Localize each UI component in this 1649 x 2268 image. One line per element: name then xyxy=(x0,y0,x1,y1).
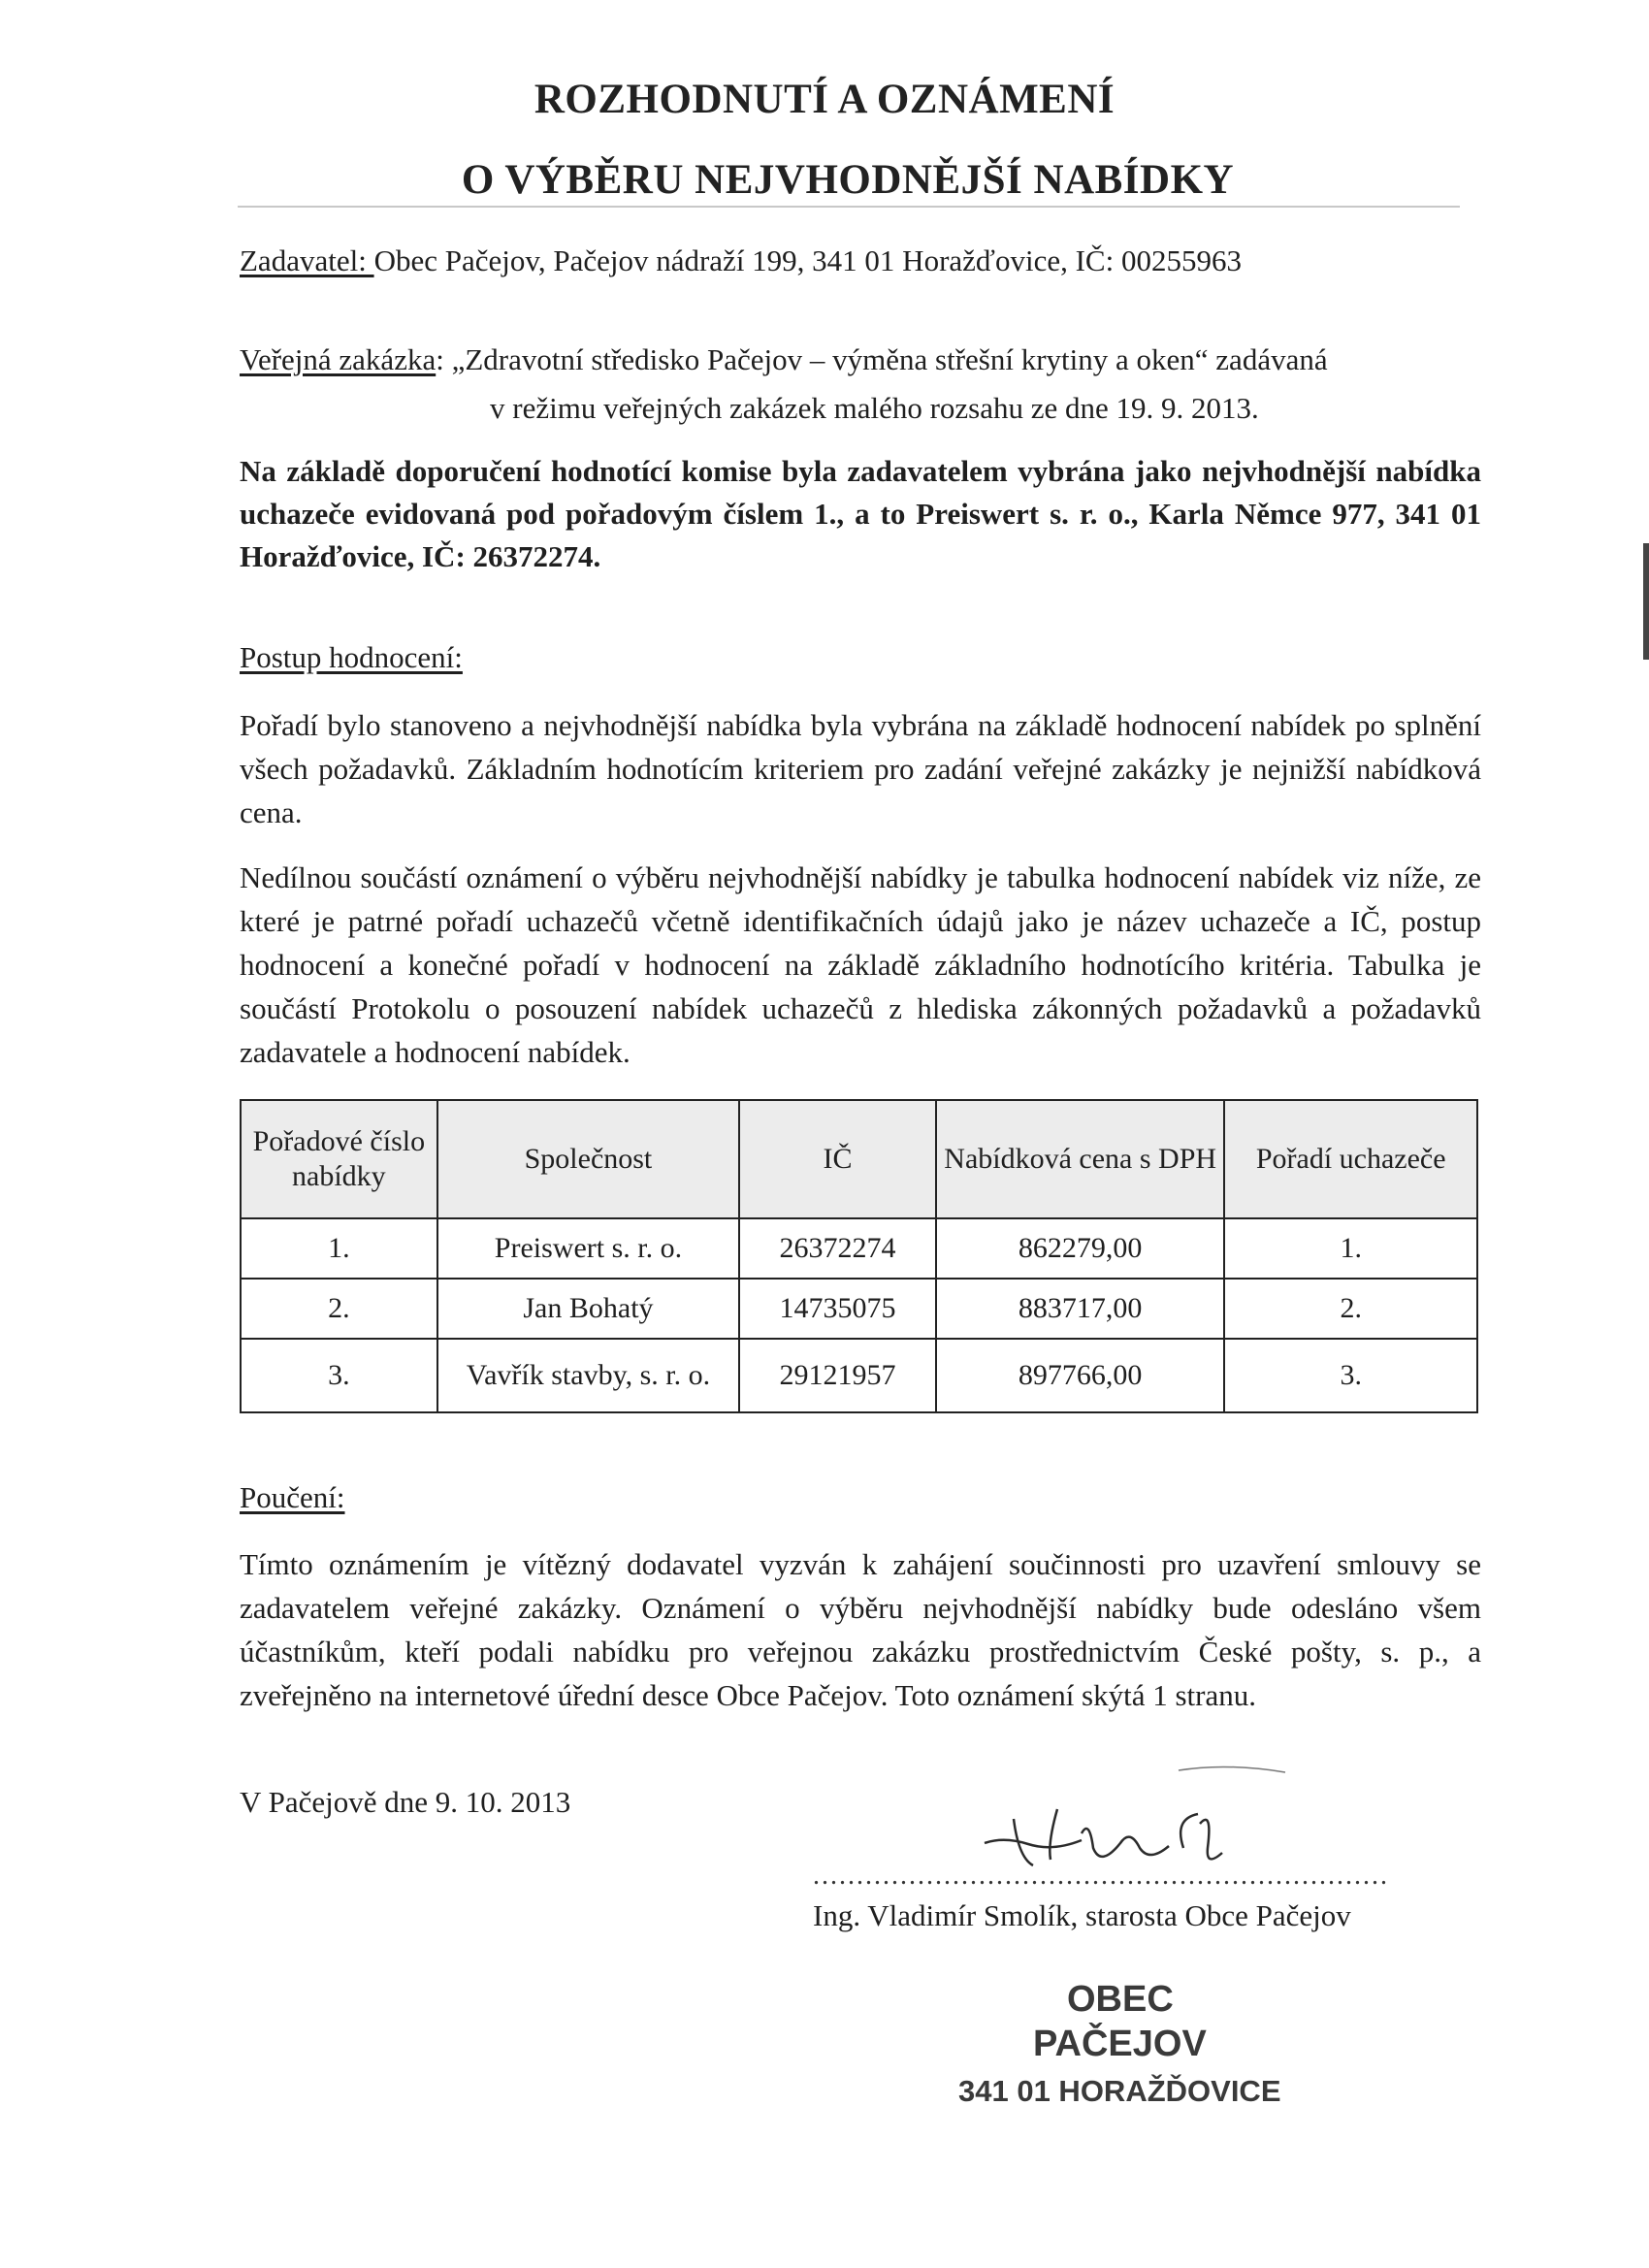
public-contract-line-1 xyxy=(240,339,1328,381)
scan-edge-mark xyxy=(1643,543,1649,660)
table-cell: 29121957 xyxy=(739,1339,936,1412)
instruction-paragraph: Tímto oznámením je vítězný dodavatel vyzván k zahájení součinnosti pro uzavření smlouvy se zadavatelem veřejné zakázky. Oznámení o výběru nejvhodnější nabídky bude odesláno všem účastníkům, kteří podali nabídku pro veřejnou zakázku prostřednictvím České pošty, s. p., a zveřejněno na internetové úřední desce Obce Pačejov. Toto oznámení skýtá 1 stranu. xyxy=(240,1547,1481,1712)
table-cell: 897766,00 xyxy=(936,1339,1224,1412)
public-contract-text-1: : „Zdravotní středisko Pačejov – výměna střešní krytiny a oken“ zadávaná xyxy=(436,342,1328,376)
instruction-heading: Poučení: xyxy=(240,1480,345,1514)
table-cell: 26372274 xyxy=(739,1218,936,1279)
table-header-row xyxy=(241,1100,1477,1218)
column-header: IČ xyxy=(739,1100,936,1218)
decision-paragraph: Na základě doporučení hodnotící komise byla zadavatelem vybrána jako nejvhodnější nabídka uchazeče evidovaná pod pořadovým číslem 1., a to Preiswert s. r. o., Karla Němce 977, 341 01 Horažďovice, IČ: 26372274. xyxy=(240,454,1481,573)
stamp-line-3: 341 01 HORAŽĎOVICE xyxy=(958,2074,1281,2108)
table-cell: 14735075 xyxy=(739,1279,936,1339)
table-cell: 3. xyxy=(241,1339,437,1412)
column-header: Pořadové číslo nabídky xyxy=(241,1100,437,1218)
title-divider xyxy=(238,206,1460,208)
table-cell: 1. xyxy=(241,1218,437,1279)
handwritten-signature xyxy=(975,1751,1305,1877)
evaluation-paragraph-1: Pořadí bylo stanoveno a nejvhodnější nabídka byla vybrána na základě hodnocení nabídek po splnění všech požadavků. Základním hodnotícím kriteriem pro zadání veřejné zakázky je nejnižší nabídková cena. xyxy=(240,708,1481,829)
evaluation-table xyxy=(240,1099,1478,1413)
table-row xyxy=(241,1218,1477,1279)
table-cell: 3. xyxy=(1224,1339,1477,1412)
stamp-line-2: PAČEJOV xyxy=(1033,2024,1207,2064)
place-and-date: V Pačejově dne 9. 10. 2013 xyxy=(240,1785,571,1819)
contracting-authority-label: Zadavatel: xyxy=(240,243,374,277)
public-contract-label: Veřejná zakázka xyxy=(240,342,436,376)
title-line-1: ROZHODNUTÍ A OZNÁMENÍ xyxy=(534,77,1116,122)
table-cell: Vavřík stavby, s. r. o. xyxy=(437,1339,739,1412)
contracting-authority-value: Obec Pačejov, Pačejov nádraží 199, 341 01 Horažďovice, IČ: 00255963 xyxy=(373,243,1242,277)
signature-line: .................................................................. xyxy=(813,1861,1389,1891)
contracting-authority xyxy=(240,240,1242,282)
table-row xyxy=(241,1279,1477,1339)
table-cell: Jan Bohatý xyxy=(437,1279,739,1339)
column-header: Pořadí uchazeče xyxy=(1224,1100,1477,1218)
table-cell: 862279,00 xyxy=(936,1218,1224,1279)
table-cell: 2. xyxy=(1224,1279,1477,1339)
evaluation-heading: Postup hodnocení: xyxy=(240,640,463,674)
signatory-name: Ing. Vladimír Smolík, starosta Obce Pačejov xyxy=(813,1898,1351,1932)
table-cell: 883717,00 xyxy=(936,1279,1224,1339)
evaluation-paragraph-2: Nedílnou součástí oznámení o výběru nejvhodnější nabídky je tabulka hodnocení nabídek viz níže, ze které je patrné pořadí uchazečů včetně identifikačních údajů jako je název uchazeče a IČ, postup hodnocení a konečné pořadí v hodnocení na základě základního hodnotícího kritéria. Tabulka je součástí Protokolu o posouzení nabídek uchazečů z hlediska zákonných požadavků a požadavků zadavatele a hodnocení nabídek. xyxy=(240,860,1481,1069)
table-cell: 2. xyxy=(241,1279,437,1339)
table-row xyxy=(241,1339,1477,1412)
public-contract-line-2: v režimu veřejných zakázek malého rozsahu ze dne 19. 9. 2013. xyxy=(490,391,1259,425)
stamp-line-1: OBEC xyxy=(1067,1979,1174,2020)
table-cell: 1. xyxy=(1224,1218,1477,1279)
title-line-2: O VÝBĚRU NEJVHODNĚJŠÍ NABÍDKY xyxy=(461,157,1235,203)
table-cell: Preiswert s. r. o. xyxy=(437,1218,739,1279)
column-header: Společnost xyxy=(437,1100,739,1218)
column-header: Nabídková cena s DPH xyxy=(936,1100,1224,1218)
